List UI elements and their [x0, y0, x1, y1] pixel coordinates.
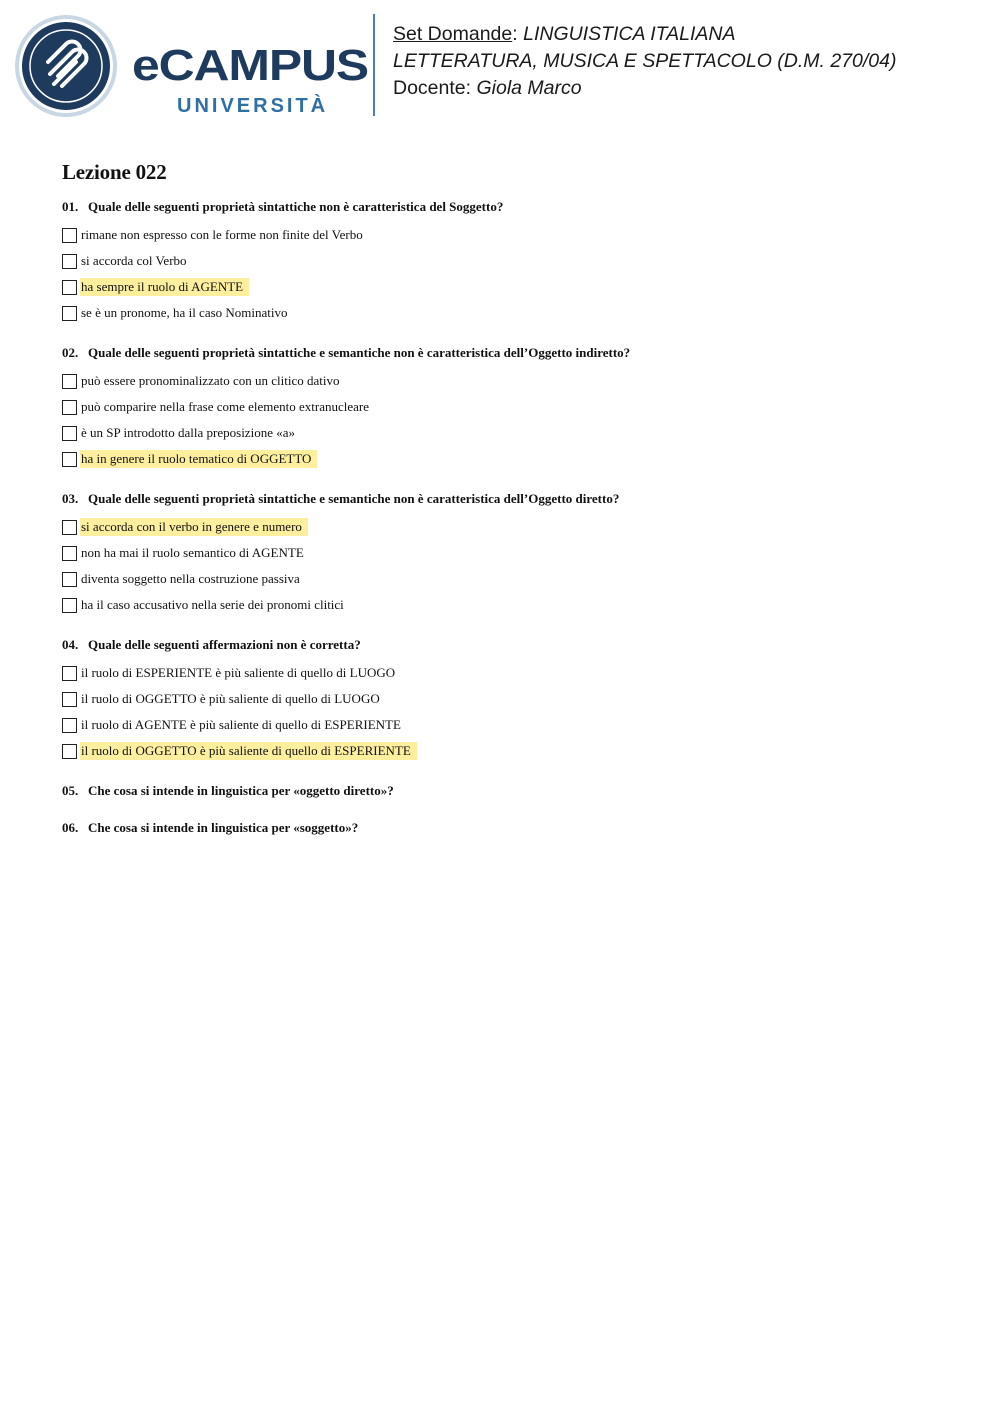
answer-label: il ruolo di AGENTE è più saliente di quello di ESPERIENTE — [81, 717, 401, 732]
answer-label: il ruolo di ESPERIENTE è più saliente di quello di LUOGO — [81, 665, 396, 680]
answer-label: non ha mai il ruolo semantico di AGENTE — [81, 545, 304, 560]
checkbox-icon[interactable] — [62, 400, 77, 415]
ecampus-wordmark — [132, 42, 372, 118]
question-02 — [62, 343, 942, 472]
answer-option[interactable] — [62, 592, 942, 618]
question-number: 04. — [62, 637, 79, 652]
answer-label: può essere pronominalizzato con un clitico dativo — [81, 373, 340, 388]
question-05 — [62, 781, 942, 801]
lesson-title: Lezione 022 — [62, 160, 167, 184]
answer-label: rimane non espresso con le forme non finite del Verbo — [81, 227, 363, 242]
checkbox-icon[interactable] — [62, 546, 77, 561]
question-text — [62, 197, 942, 217]
question-text — [62, 635, 942, 655]
answer-option[interactable] — [62, 420, 942, 446]
answer-label-highlighted: il ruolo di OGGETTO è più saliente di quello di ESPERIENTE — [80, 742, 417, 760]
question-06 — [62, 818, 942, 838]
set-label: Set Domande — [393, 23, 513, 45]
question-number: 03. — [62, 491, 79, 506]
course-program: LETTERATURA, MUSICA E SPETTACOLO (D.M. 270/04) — [393, 50, 897, 72]
checkbox-icon[interactable] — [62, 254, 77, 269]
ecampus-logo — [14, 14, 368, 118]
question-number: 01. — [62, 199, 79, 214]
answer-option[interactable] — [62, 686, 942, 712]
teacher-line — [393, 75, 897, 102]
checkbox-icon[interactable] — [62, 426, 77, 441]
header-divider — [373, 14, 375, 116]
checkbox-icon[interactable] — [62, 666, 77, 681]
checkbox-icon[interactable] — [62, 452, 77, 467]
checkbox-icon[interactable] — [62, 374, 77, 389]
answer-option[interactable] — [62, 540, 942, 566]
question-number: 02. — [62, 345, 79, 360]
answer-label: ha il caso accusativo nella serie dei pronomi clitici — [81, 597, 344, 612]
question-03 — [62, 489, 942, 618]
question-label: Quale delle seguenti proprietà sintattiche e semantiche non è caratteristica dell’Oggetto diretto? — [88, 491, 620, 506]
checkbox-icon[interactable] — [62, 598, 77, 613]
answer-option[interactable] — [62, 394, 942, 420]
answer-label: diventa soggetto nella costruzione passiva — [81, 571, 300, 586]
checkbox-icon[interactable] — [62, 718, 77, 733]
question-label: Che cosa si intende in linguistica per «oggetto diretto»? — [88, 783, 394, 798]
question-04 — [62, 635, 942, 764]
answer-label: il ruolo di OGGETTO è più saliente di quello di LUOGO — [81, 691, 380, 706]
answer-option[interactable] — [62, 514, 942, 540]
brand-subtitle: UNIVERSITÀ — [177, 95, 329, 117]
answer-label: se è un pronome, ha il caso Nominativo — [81, 305, 288, 320]
question-01 — [62, 197, 942, 326]
teacher-label: Docente: — [393, 77, 477, 99]
course-title: LINGUISTICA ITALIANA — [523, 23, 736, 45]
answer-option[interactable] — [62, 274, 942, 300]
question-text — [62, 343, 942, 363]
answer-option[interactable] — [62, 248, 942, 274]
checkbox-icon[interactable] — [62, 228, 77, 243]
answer-option[interactable] — [62, 566, 942, 592]
answer-option[interactable] — [62, 738, 942, 764]
question-number: 05. — [62, 783, 79, 798]
answer-option[interactable] — [62, 222, 942, 248]
checkbox-icon[interactable] — [62, 520, 77, 535]
program-line — [393, 48, 897, 75]
answer-option[interactable] — [62, 300, 942, 326]
answer-option[interactable] — [62, 660, 942, 686]
question-number: 06. — [62, 820, 79, 835]
answer-label-highlighted: ha sempre il ruolo di AGENTE — [80, 278, 249, 296]
brand-name: eCAMPUS — [132, 42, 368, 90]
answer-label-highlighted: si accorda con il verbo in genere e numero — [80, 518, 308, 536]
checkbox-icon[interactable] — [62, 306, 77, 321]
checkbox-icon[interactable] — [62, 692, 77, 707]
question-text — [62, 781, 942, 801]
answer-option[interactable] — [62, 712, 942, 738]
question-text — [62, 818, 942, 838]
set-line: Set Domande: LINGUISTICA ITALIANA — [393, 23, 736, 45]
question-label: Che cosa si intende in linguistica per «soggetto»? — [88, 820, 359, 835]
answer-option[interactable] — [62, 446, 942, 472]
question-list — [62, 197, 942, 838]
answer-label: è un SP introdotto dalla preposizione «a» — [81, 425, 295, 440]
teacher-name: Giola Marco — [476, 77, 582, 99]
checkbox-icon[interactable] — [62, 280, 77, 295]
answer-label: si accorda col Verbo — [81, 253, 187, 268]
question-text — [62, 489, 942, 509]
answer-label-highlighted: ha in genere il ruolo tematico di OGGETTO — [80, 450, 317, 468]
question-label: Quale delle seguenti proprietà sintattiche non è caratteristica del Soggetto? — [88, 199, 504, 214]
lesson-content — [62, 160, 942, 855]
answer-label: può comparire nella frase come elemento extranucleare — [81, 399, 370, 414]
question-label: Quale delle seguenti proprietà sintattiche e semantiche non è caratteristica dell’Oggetto indiretto? — [88, 345, 631, 360]
course-header — [393, 21, 897, 102]
checkbox-icon[interactable] — [62, 744, 77, 759]
question-label: Quale delle seguenti affermazioni non è corretta? — [88, 637, 361, 652]
university-seal-icon — [14, 14, 118, 118]
answer-option[interactable] — [62, 368, 942, 394]
checkbox-icon[interactable] — [62, 572, 77, 587]
